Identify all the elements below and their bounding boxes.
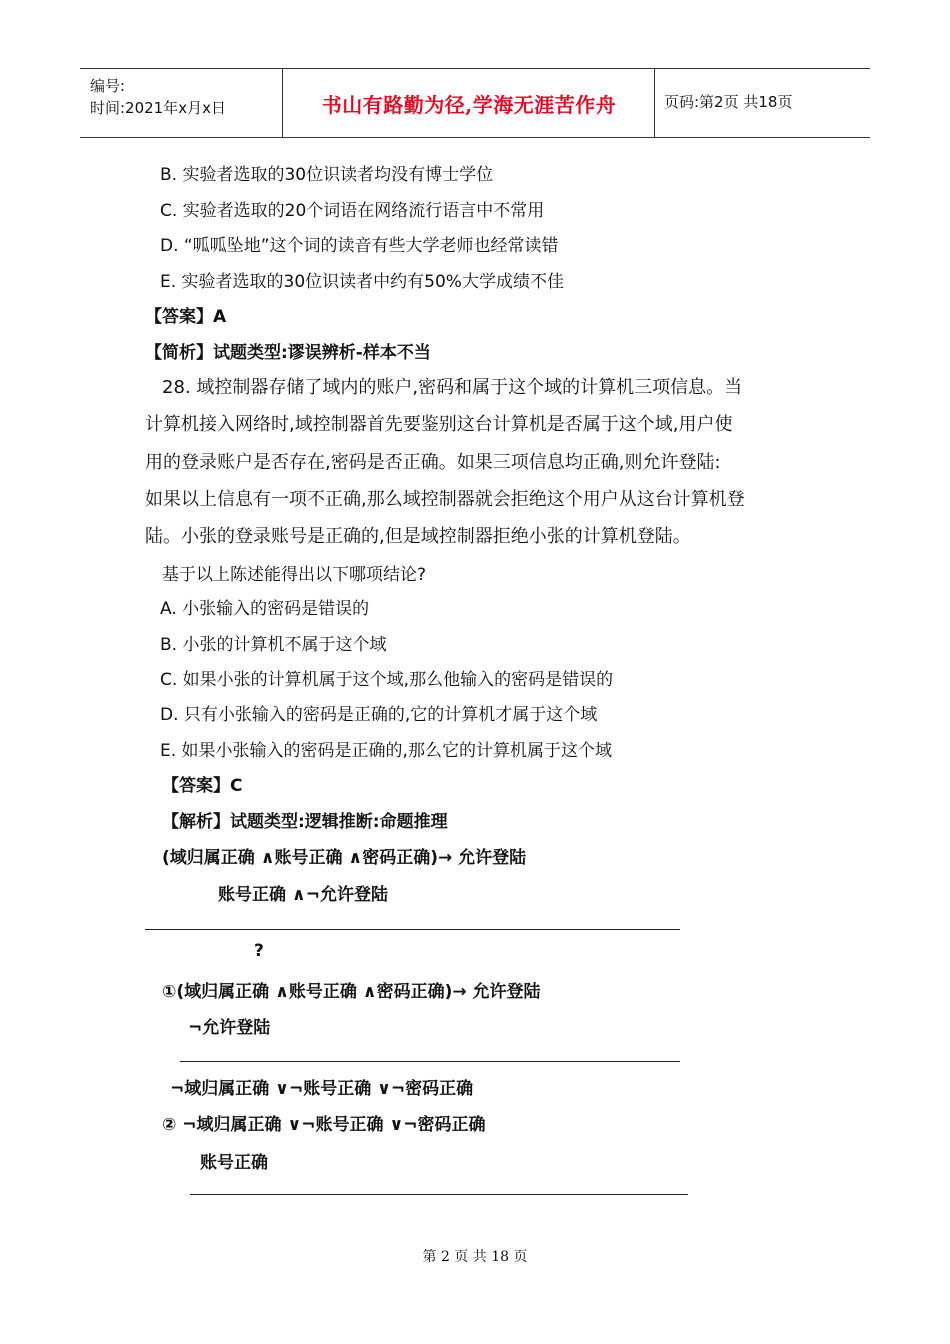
q27-option-b: B. 实验者选取的30位识读者均没有博士学位	[160, 165, 494, 185]
page-header	[80, 68, 870, 138]
q27-option-d: D. “呱呱坠地”这个词的读音有些大学老师也经常读错	[160, 236, 559, 256]
logic-step-1-result: ¬域归属正确 ∨¬账号正确 ∨¬密码正确	[170, 1079, 474, 1099]
q28-stem-line: 用的登录账户是否存在,密码是否正确。如果三项信息均正确,则允许登陆:	[145, 452, 721, 473]
q28-option-b: B. 小张的计算机不属于这个域	[160, 635, 387, 655]
q27-answer: 【答案】A	[145, 307, 227, 327]
q28-option-c: C. 如果小张的计算机属于这个域,那么他输入的密码是错误的	[160, 670, 614, 690]
logic-premise-2: 账号正确 ∧¬允许登陆	[218, 885, 388, 905]
logic-step-2-premise: ② ¬域归属正确 ∨¬账号正确 ∨¬密码正确	[162, 1115, 486, 1135]
logic-step-2-fact: 账号正确	[200, 1153, 268, 1173]
q28-stem-line: 28. 域控制器存储了域内的账户,密码和属于这个域的计算机三项信息。当	[162, 377, 743, 398]
derivation-rule	[180, 1061, 680, 1062]
date-label: 时间:2021年x月x日	[90, 99, 226, 117]
q27-option-e: E. 实验者选取的30位识读者中约有50%大学成绩不佳	[160, 272, 564, 292]
serial-label: 编号:	[90, 77, 126, 95]
q28-option-a: A. 小张输入的密码是错误的	[160, 599, 370, 619]
q27-option-c: C. 实验者选取的20个词语在网络流行语言中不常用	[160, 201, 545, 221]
q27-analysis: 【简析】试题类型:谬误辨析-样本不当	[145, 343, 431, 363]
header-motto: 书山有路勤为径,学海无涯苦作舟	[321, 93, 617, 117]
q28-option-d: D. 只有小张输入的密码是正确的,它的计算机才属于这个域	[160, 705, 598, 725]
q28-question: 基于以上陈述能得出以下哪项结论?	[162, 565, 427, 585]
logic-step-1-premise: ①(域归属正确 ∧账号正确 ∧密码正确)→ 允许登陆	[162, 982, 541, 1002]
header-meta	[90, 75, 226, 119]
q28-analysis: 【解析】试题类型:逻辑推断:命题推理	[162, 812, 448, 832]
header-page-info: 页码:第2页 共18页	[664, 93, 793, 111]
logic-step-1-negation: ¬允许登陆	[188, 1018, 271, 1038]
derivation-rule	[145, 929, 680, 930]
q28-answer: 【答案】C	[162, 776, 243, 796]
logic-question-mark: ?	[254, 941, 264, 961]
logic-premise-1: (域归属正确 ∧账号正确 ∧密码正确)→ 允许登陆	[162, 848, 527, 868]
q28-option-e: E. 如果小张输入的密码是正确的,那么它的计算机属于这个域	[160, 741, 612, 761]
q28-stem-line: 陆。小张的登录账号是正确的,但是域控制器拒绝小张的计算机登陆。	[145, 526, 691, 547]
page-footer: 第 2 页 共 18 页	[422, 1249, 528, 1265]
q28-stem-line: 计算机接入网络时,域控制器首先要鉴别这台计算机是否属于这个域,用户使	[145, 414, 733, 435]
q28-stem-line: 如果以上信息有一项不正确,那么域控制器就会拒绝这个用户从这台计算机登	[145, 489, 745, 510]
derivation-rule	[190, 1194, 688, 1195]
